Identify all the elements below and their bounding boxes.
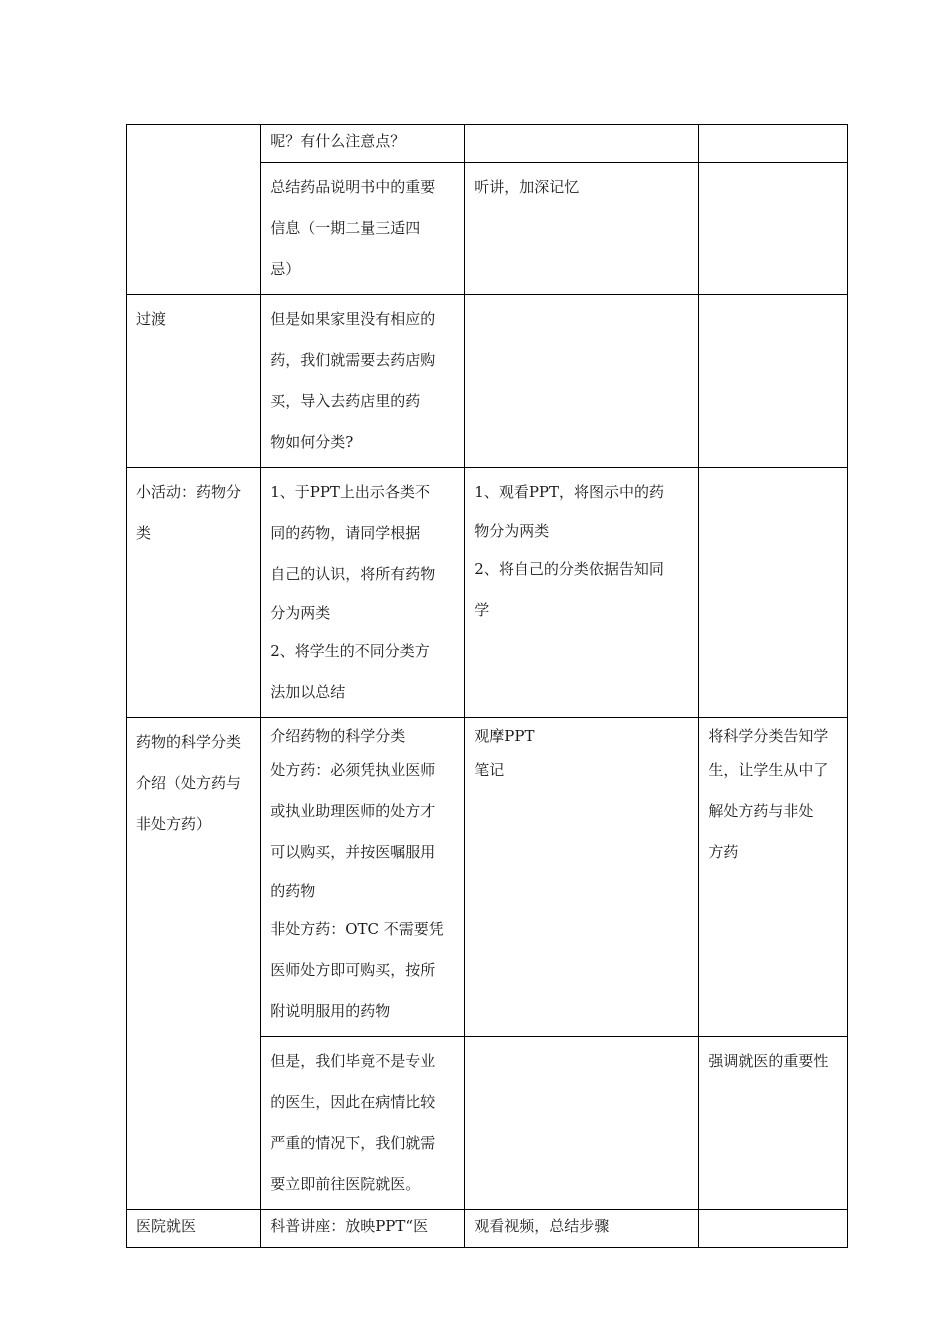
teacher-line: 科普讲座：放映PPT“医 [270,1217,429,1235]
student-cell [465,1037,699,1210]
student-line: 听讲，加深记忆 [474,178,580,196]
student-line: 1、观看PPT，将图示中的药 [474,483,665,501]
intent-cell [699,125,848,163]
stage-label: 过渡 [136,310,167,328]
teacher-line: 总结药品说明书中的重要 [270,178,436,196]
teacher-line: 呢？有什么注意点？ [270,132,406,150]
teacher-line: 处方药：必须凭执业医师 [270,761,436,779]
teacher-line: 自己的认识，将所有药物 [270,565,436,583]
intent-cell [699,468,848,718]
intent-line: 强调就医的重要性 [708,1052,829,1070]
teacher-line: 忌） [270,260,301,278]
teacher-line: 要立即前往医院就医。 [270,1175,421,1193]
table-row [127,295,848,468]
stage-line: 介绍（处方药与 [136,774,242,792]
lesson-plan-table [126,124,848,1248]
teacher-cell [261,163,465,295]
intent-cell [699,295,848,468]
teacher-line: 的医生，因此在病情比较 [270,1093,436,1111]
teacher-line: 物如何分类? [270,433,354,451]
stage-line: 类 [136,524,152,542]
teacher-line: 严重的情况下，我们就需 [270,1134,436,1152]
teacher-line: 附说明服用的药物 [270,1002,391,1020]
student-line: 学 [474,601,490,619]
teacher-line: 买，导入去药店里的药 [270,392,421,410]
teacher-cell [261,295,465,468]
intent-cell [699,163,848,295]
intent-cell [699,718,848,1037]
teacher-line: 法加以总结 [270,683,346,701]
intent-line: 将科学分类告知学 [708,727,829,745]
teacher-line: 信息（一期二量三适四 [270,219,421,237]
teacher-line: 但是如果家里没有相应的 [270,310,436,328]
stage-cell [127,125,261,295]
teacher-line: 1、于PPT上出示各类不 [270,483,430,501]
teacher-line: 非处方药：OTC 不需要凭 [270,920,444,938]
student-line: 物分为两类 [474,522,550,540]
teacher-cell [261,468,465,718]
intent-line: 生，让学生从中了 [708,761,829,779]
teacher-line: 可以购买，并按医嘱服用 [270,843,436,861]
teacher-line: 同的药物，请同学根据 [270,524,421,542]
teacher-line: 医师处方即可购买，按所 [270,961,436,979]
intent-cell [699,1037,848,1210]
teacher-line: 或执业助理医师的处方才 [270,802,436,820]
teacher-line: 但是，我们毕竟不是专业 [270,1052,436,1070]
teacher-line: 2、将学生的不同分类方 [270,642,430,660]
teacher-line: 分为两类 [270,604,331,622]
teacher-cell [261,1210,465,1248]
teacher-cell [261,125,465,163]
stage-line: 小活动：药物分 [136,483,242,501]
table-row [127,718,848,1037]
teacher-cell [261,1037,465,1210]
stage-line: 非处方药） [136,815,212,833]
table-row [127,1210,848,1248]
stage-cell [127,1210,261,1248]
student-line: 2、将自己的分类依据告知同 [474,560,664,578]
student-cell [465,163,699,295]
stage-cell [127,718,261,1210]
table-row [127,125,848,163]
student-cell [465,125,699,163]
stage-cell [127,295,261,468]
student-line: 笔记 [474,761,505,779]
student-cell [465,468,699,718]
student-line: 观摩PPT [474,727,535,745]
intent-line: 方药 [708,843,739,861]
intent-line: 解处方药与非处 [708,802,814,820]
teacher-line: 的药物 [270,882,316,900]
student-line: 观看视频，总结步骤 [474,1217,610,1235]
intent-cell [699,1210,848,1248]
student-cell [465,1210,699,1248]
student-cell [465,718,699,1037]
teacher-line: 药，我们就需要去药店购 [270,351,436,369]
stage-cell [127,468,261,718]
teacher-cell [261,718,465,1037]
student-cell [465,295,699,468]
table-row [127,468,848,718]
stage-line: 药物的科学分类 [136,733,242,751]
teacher-line: 介绍药物的科学分类 [270,727,406,745]
stage-label: 医院就医 [136,1217,197,1235]
